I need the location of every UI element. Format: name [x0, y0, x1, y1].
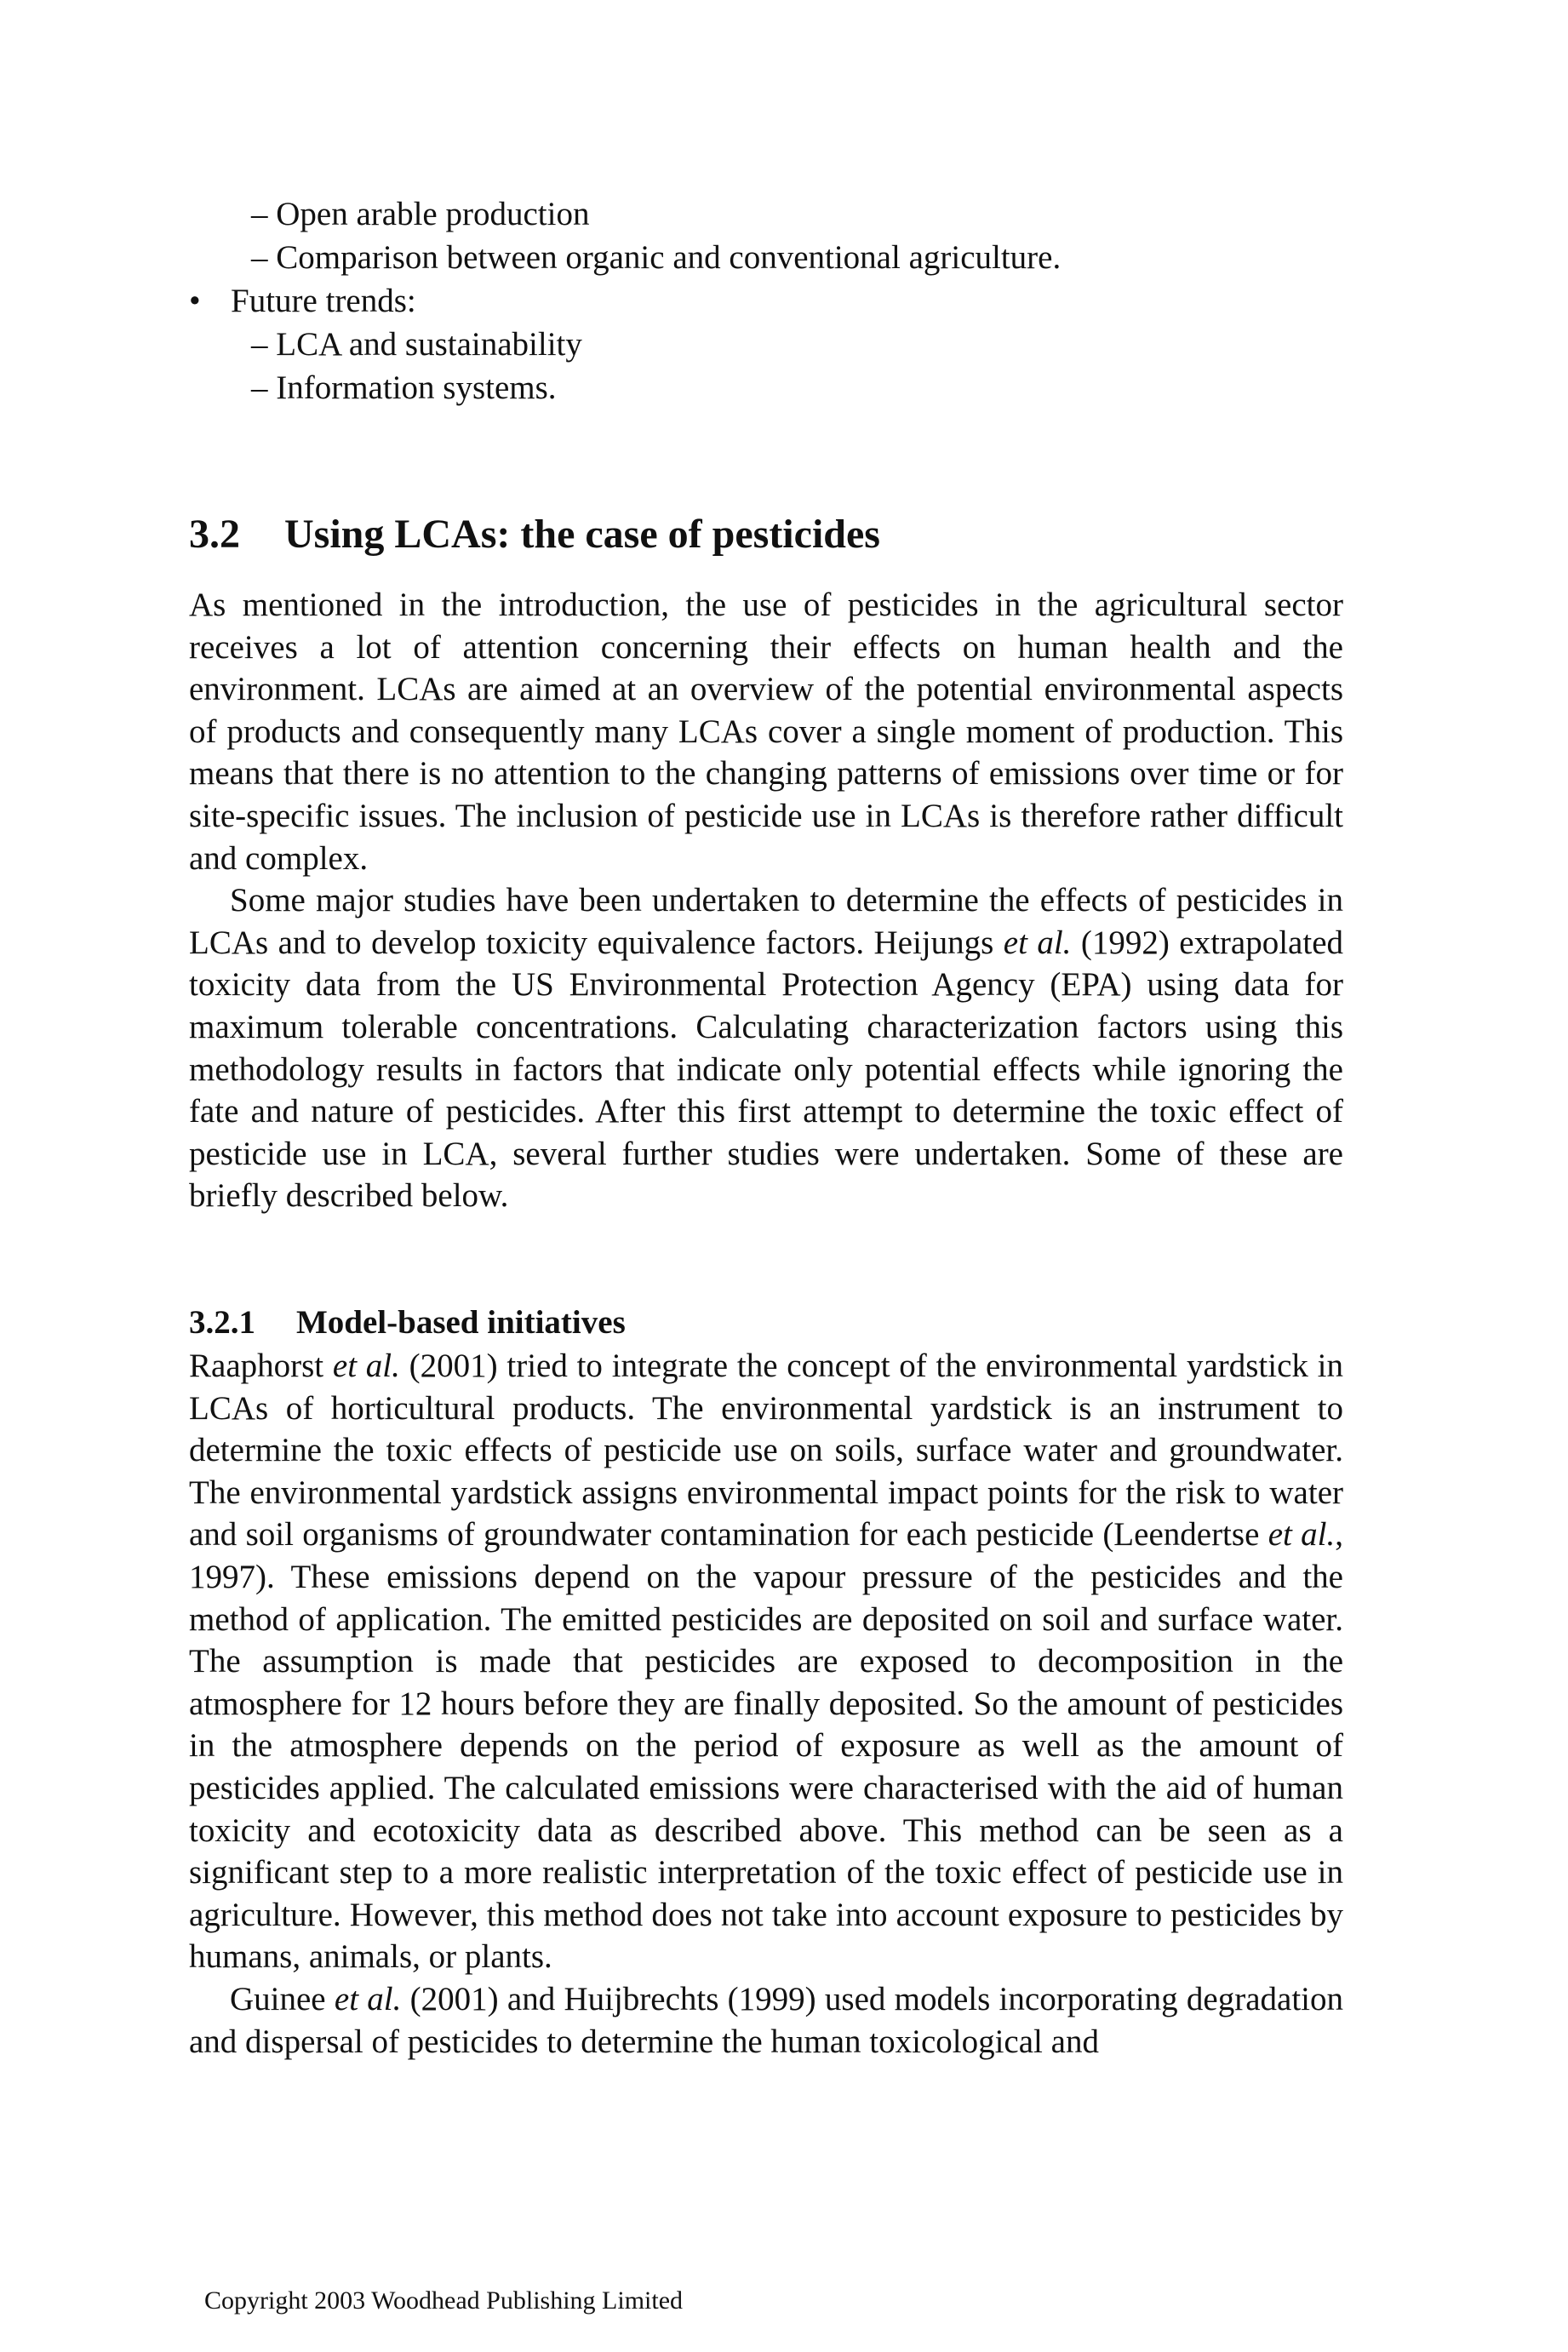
paragraph: Some major studies have been undertaken to determine the effects of pesticides in LCAs and to develop toxicity equivalence factors. Heijungs et al. (1992) extrapolated toxicity data from the US Environmental Protection Agency (EPA) using data for maximum tolerable concentrations. Calculating characterization factors using this methodology results in factors that indicate only potential effects while ignoring the fate and nature of pesticides. After this first attempt to determine the toxic effect of pesticide use in LCA, several further studies were undertaken. Some of these are briefly described below. [189, 882, 1344, 1215]
subsection-heading [189, 1302, 1343, 1343]
section-heading [189, 509, 1343, 560]
bullet-item [189, 279, 1343, 323]
bullet-label: Future trends: [231, 283, 416, 319]
subsection-body [189, 1345, 1343, 2063]
section-title: Using LCAs: the case of pesticides [284, 512, 880, 557]
section-body [189, 584, 1343, 1217]
list-item: – Comparison between organic and conventional agriculture. [251, 239, 1062, 276]
list-item: – Open arable production [251, 196, 590, 232]
subsection-title: Model-based initiatives [296, 1304, 626, 1341]
paragraph: Raaphorst et al. (2001) tried to integrate the concept of the environmental yardstick in LCAs of horticultural products. The environmental yardstick is an instrument to determine the toxic effects of pesticide use on soils, surface water and groundwater. The environmental yardstick assigns environmental impact points for the risk to water and soil organisms of groundwater contamination for each pesticide (Leendertse et al., 1997). These emissions depend on the vapour pressure of the pesticides and the method of application. The emitted pesticides are deposited on soil and surface water. The assumption is made that pesticides are exposed to decomposition in the atmosphere for 12 hours before they are finally deposited. So the amount of pesticides in the atmosphere depends on the period of exposure as well as the amount of pesticides applied. The calculated emissions were characterised with the aid of human toxicity and ecotoxicity data as described above. This method can be seen as a significant step to a more realistic interpretation of the toxic effect of pesticide use in agriculture. However, this method does not take into account exposure to pesticides by humans, animals, or plants. [189, 1348, 1344, 1976]
copyright-footer: Copyright 2003 Woodhead Publishing Limited [204, 2286, 684, 2315]
paragraph: Guinee et al. (2001) and Huijbrechts (1999) used models incorporating degradation and dispersal of pesticides to determine the human toxicological and [189, 1980, 1344, 2060]
subsection-number: 3.2.1 [189, 1304, 255, 1341]
outline-list [189, 192, 1343, 409]
section-number: 3.2 [189, 512, 240, 557]
list-item: – Information systems. [251, 369, 557, 406]
list-item: – LCA and sustainability [251, 326, 582, 363]
paragraph: As mentioned in the introduction, the use of pesticides in the agricultural sector receives a lot of attention concerning their effects on human health and the environment. LCAs are aimed at an overview of the potential environmental aspects of products and consequently many LCAs cover a single moment of production. This means that there is no attention to the changing patterns of emissions over time or for site-specific issues. The inclusion of pesticide use in LCAs is therefore rather difficult and complex. [189, 587, 1343, 877]
bullet-icon: • [189, 283, 201, 319]
